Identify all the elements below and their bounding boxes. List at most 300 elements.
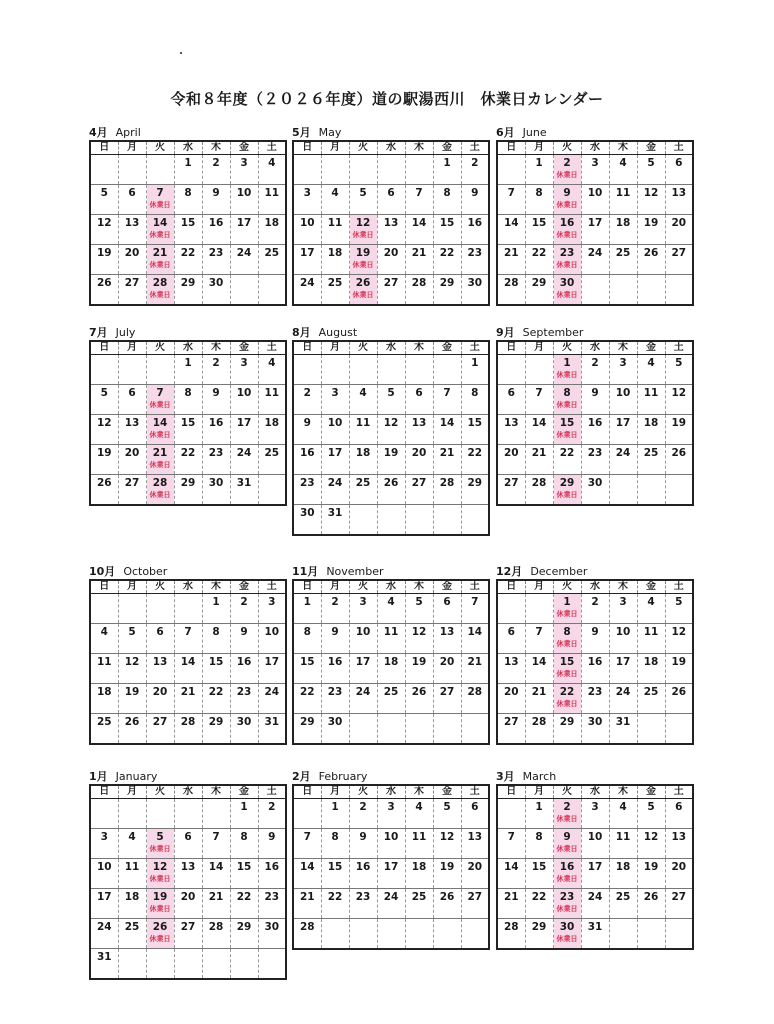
- week-row: [497, 594, 693, 624]
- month-label-en: February: [318, 770, 368, 783]
- day-cell: [174, 275, 202, 306]
- weekday-header: 火: [349, 785, 377, 799]
- weekday-header: 日: [497, 341, 525, 355]
- weekday-header: 水: [377, 341, 405, 355]
- day-cell: [146, 949, 174, 980]
- day-cell: [90, 859, 118, 889]
- month-label-en: May: [318, 126, 342, 139]
- day-number: 21: [152, 447, 168, 459]
- weekday-header: 木: [405, 341, 433, 355]
- day-cell: [637, 245, 665, 275]
- day-number: 10: [327, 417, 343, 429]
- day-number: 27: [411, 477, 427, 489]
- day-cell: [118, 445, 146, 475]
- day-cell: [230, 385, 258, 415]
- week-row: [90, 889, 286, 919]
- weekday-header: 日: [90, 580, 118, 594]
- day-cell: [174, 594, 202, 624]
- day-cell: [118, 654, 146, 684]
- day-cell: [258, 185, 286, 215]
- day-number: 1: [471, 357, 479, 369]
- day-number: 5: [156, 831, 164, 843]
- day-cell: [258, 215, 286, 245]
- day-cell: [349, 355, 377, 385]
- day-cell: [405, 654, 433, 684]
- day-number: 12: [671, 626, 687, 638]
- day-number: 28: [152, 277, 168, 289]
- day-cell: [581, 385, 609, 415]
- day-number: 1: [331, 801, 339, 813]
- day-number: 21: [531, 447, 547, 459]
- day-number: 19: [355, 247, 371, 259]
- day-number: 30: [208, 477, 224, 489]
- day-cell: [433, 415, 461, 445]
- day-cell: [609, 385, 637, 415]
- day-number: 7: [156, 187, 164, 199]
- month-label-jp: 1月: [89, 770, 108, 783]
- day-number: 23: [208, 247, 224, 259]
- month-label: [292, 126, 488, 140]
- day-cell: [609, 185, 637, 215]
- day-cell: [230, 799, 258, 829]
- day-number: 2: [563, 801, 571, 813]
- day-number: 3: [591, 157, 599, 169]
- day-cell: [321, 594, 349, 624]
- holiday-label: 休業日: [149, 261, 171, 269]
- day-number: 18: [643, 656, 659, 668]
- weekday-header: 月: [321, 341, 349, 355]
- day-cell-closed: [553, 475, 581, 506]
- weekday-header: 土: [461, 341, 489, 355]
- day-number: 16: [467, 217, 483, 229]
- day-cell: [497, 684, 525, 714]
- day-cell: [174, 829, 202, 859]
- day-number: 1: [303, 596, 311, 608]
- holiday-label: 休業日: [149, 935, 171, 943]
- month-label-en: March: [522, 770, 557, 783]
- day-number: 19: [152, 891, 168, 903]
- month-label-jp: 4月: [89, 126, 108, 139]
- day-cell: [377, 594, 405, 624]
- day-cell: [497, 919, 525, 950]
- day-cell: [230, 829, 258, 859]
- day-cell: [637, 385, 665, 415]
- day-cell: [349, 475, 377, 505]
- day-cell: [637, 684, 665, 714]
- day-number: 26: [671, 447, 687, 459]
- day-number: 25: [615, 891, 631, 903]
- day-cell: [90, 385, 118, 415]
- week-row: [497, 859, 693, 889]
- day-cell: [609, 155, 637, 185]
- day-number: 13: [671, 831, 687, 843]
- week-row: [90, 415, 286, 445]
- day-number: 24: [587, 891, 603, 903]
- day-number: 27: [503, 716, 519, 728]
- day-cell: [293, 445, 321, 475]
- day-number: 10: [615, 626, 631, 638]
- day-cell: [525, 215, 553, 245]
- holiday-label: 休業日: [556, 171, 578, 179]
- day-cell: [637, 594, 665, 624]
- weekday-header: 土: [258, 341, 286, 355]
- month-july: [89, 326, 285, 506]
- day-number: 18: [264, 217, 280, 229]
- day-number: 16: [587, 656, 603, 668]
- day-number: 22: [559, 686, 575, 698]
- day-cell: [405, 859, 433, 889]
- day-cell: [202, 385, 230, 415]
- day-cell: [405, 155, 433, 185]
- day-number: 2: [331, 596, 339, 608]
- month-label-jp: 3月: [496, 770, 515, 783]
- day-cell: [230, 654, 258, 684]
- weekday-header: 金: [230, 141, 258, 155]
- day-cell: [258, 919, 286, 949]
- weekday-header: 日: [497, 141, 525, 155]
- day-number: 29: [180, 277, 196, 289]
- day-number: 30: [559, 277, 575, 289]
- month-november: [292, 565, 488, 745]
- weekday-header: 木: [405, 580, 433, 594]
- day-number: 12: [152, 861, 168, 873]
- day-number: 24: [327, 477, 343, 489]
- month-march: [496, 770, 692, 950]
- day-cell: [321, 385, 349, 415]
- day-cell: [581, 215, 609, 245]
- month-label-jp: 8月: [292, 326, 311, 339]
- day-cell: [118, 245, 146, 275]
- day-cell: [609, 624, 637, 654]
- weekday-header: 木: [609, 141, 637, 155]
- day-number: 10: [299, 217, 315, 229]
- month-label-en: August: [318, 326, 358, 339]
- day-number: 11: [615, 831, 631, 843]
- day-number: 8: [443, 187, 451, 199]
- day-cell-closed: [553, 185, 581, 215]
- day-number: 17: [355, 656, 371, 668]
- week-row: [293, 714, 489, 745]
- day-cell-closed: [349, 215, 377, 245]
- day-number: 4: [647, 596, 655, 608]
- day-number: 8: [212, 626, 220, 638]
- month-label: [496, 565, 692, 579]
- day-cell: [461, 859, 489, 889]
- holiday-label: 休業日: [149, 291, 171, 299]
- day-cell: [146, 684, 174, 714]
- day-number: 14: [531, 656, 547, 668]
- day-number: 27: [180, 921, 196, 933]
- holiday-label: 休業日: [556, 935, 578, 943]
- day-cell: [174, 155, 202, 185]
- day-cell: [230, 919, 258, 949]
- day-cell: [405, 889, 433, 919]
- day-cell: [202, 859, 230, 889]
- day-cell: [581, 859, 609, 889]
- day-number: 24: [236, 447, 252, 459]
- day-number: 28: [152, 477, 168, 489]
- day-cell: [497, 245, 525, 275]
- day-number: 30: [236, 716, 252, 728]
- day-number: 3: [331, 387, 339, 399]
- day-number: 30: [264, 921, 280, 933]
- day-number: 30: [327, 716, 343, 728]
- day-cell: [433, 445, 461, 475]
- day-cell: [118, 799, 146, 829]
- day-number: 4: [331, 187, 339, 199]
- day-cell: [174, 684, 202, 714]
- day-cell: [202, 889, 230, 919]
- day-number: 15: [559, 656, 575, 668]
- day-number: 19: [383, 447, 399, 459]
- day-cell: [321, 684, 349, 714]
- day-cell: [321, 215, 349, 245]
- day-number: 20: [411, 447, 427, 459]
- weekday-header: 土: [665, 141, 693, 155]
- weekday-header: 土: [258, 580, 286, 594]
- day-cell: [461, 445, 489, 475]
- day-cell: [461, 714, 489, 745]
- day-number: 2: [563, 157, 571, 169]
- day-number: 14: [503, 861, 519, 873]
- day-number: 1: [443, 157, 451, 169]
- day-number: 14: [299, 861, 315, 873]
- day-number: 28: [411, 277, 427, 289]
- holiday-label: 休業日: [556, 905, 578, 913]
- day-cell: [258, 714, 286, 745]
- day-cell: [405, 215, 433, 245]
- day-number: 17: [615, 417, 631, 429]
- day-number: 25: [411, 891, 427, 903]
- day-number: 14: [503, 217, 519, 229]
- day-cell: [609, 799, 637, 829]
- day-cell-closed: [146, 385, 174, 415]
- day-cell: [665, 385, 693, 415]
- day-number: 10: [383, 831, 399, 843]
- week-row: [293, 275, 489, 306]
- weekday-header: 水: [174, 341, 202, 355]
- day-cell: [665, 275, 693, 306]
- month-label: [496, 126, 692, 140]
- day-cell: [377, 624, 405, 654]
- month-table: [292, 140, 490, 306]
- day-cell: [497, 185, 525, 215]
- week-row: [497, 799, 693, 829]
- day-cell: [433, 185, 461, 215]
- day-number: 13: [439, 626, 455, 638]
- day-number: 23: [559, 247, 575, 259]
- week-row: [293, 415, 489, 445]
- week-row: [90, 799, 286, 829]
- weekday-header: 土: [461, 580, 489, 594]
- day-cell: [118, 624, 146, 654]
- day-cell: [202, 215, 230, 245]
- day-number: 19: [439, 861, 455, 873]
- day-cell: [202, 355, 230, 385]
- day-cell: [405, 829, 433, 859]
- week-row: [293, 684, 489, 714]
- week-row: [293, 654, 489, 684]
- day-number: 26: [96, 477, 112, 489]
- day-number: 16: [327, 656, 343, 668]
- day-cell: [90, 245, 118, 275]
- day-cell: [609, 215, 637, 245]
- weekday-header: 金: [433, 141, 461, 155]
- day-cell: [497, 385, 525, 415]
- month-table: [496, 784, 694, 950]
- day-cell: [637, 714, 665, 745]
- day-cell: [433, 594, 461, 624]
- day-cell: [293, 385, 321, 415]
- day-number: 10: [587, 831, 603, 843]
- day-cell: [293, 654, 321, 684]
- day-number: 18: [643, 417, 659, 429]
- day-cell: [525, 245, 553, 275]
- day-cell: [258, 355, 286, 385]
- day-cell: [258, 624, 286, 654]
- day-number: 2: [471, 157, 479, 169]
- day-cell: [230, 155, 258, 185]
- day-cell: [349, 445, 377, 475]
- day-number: 6: [675, 801, 683, 813]
- day-number: 15: [299, 656, 315, 668]
- day-number: 1: [563, 596, 571, 608]
- day-number: 27: [671, 891, 687, 903]
- day-number: 9: [240, 626, 248, 638]
- day-number: 14: [152, 217, 168, 229]
- day-cell: [174, 215, 202, 245]
- day-cell: [321, 799, 349, 829]
- day-cell: [174, 245, 202, 275]
- day-cell: [433, 155, 461, 185]
- day-cell: [665, 684, 693, 714]
- month-label: [292, 326, 488, 340]
- day-number: 3: [240, 357, 248, 369]
- day-number: 7: [507, 187, 515, 199]
- day-number: 30: [587, 716, 603, 728]
- week-row: [293, 889, 489, 919]
- day-number: 22: [467, 447, 483, 459]
- day-number: 19: [124, 686, 140, 698]
- day-number: 12: [355, 217, 371, 229]
- day-number: 5: [647, 157, 655, 169]
- day-number: 31: [236, 477, 252, 489]
- day-cell: [609, 415, 637, 445]
- day-cell: [581, 185, 609, 215]
- day-number: 24: [615, 686, 631, 698]
- day-number: 9: [563, 831, 571, 843]
- day-cell: [174, 889, 202, 919]
- day-cell: [90, 799, 118, 829]
- holiday-label: 休業日: [556, 291, 578, 299]
- day-cell: [321, 245, 349, 275]
- day-cell: [581, 799, 609, 829]
- weekday-header: 月: [118, 580, 146, 594]
- day-number: 1: [212, 596, 220, 608]
- day-cell: [497, 654, 525, 684]
- day-number: 2: [212, 157, 220, 169]
- weekday-header: 水: [377, 141, 405, 155]
- day-number: 22: [180, 447, 196, 459]
- day-cell: [90, 654, 118, 684]
- month-september: [496, 326, 692, 506]
- weekday-header: 月: [118, 141, 146, 155]
- week-row: [90, 155, 286, 185]
- day-cell: [637, 654, 665, 684]
- week-row: [293, 799, 489, 829]
- day-number: 24: [264, 686, 280, 698]
- month-table: [496, 140, 694, 306]
- month-label: [89, 126, 285, 140]
- day-number: 15: [180, 417, 196, 429]
- week-row: [293, 505, 489, 536]
- day-cell: [174, 799, 202, 829]
- day-number: 29: [236, 921, 252, 933]
- day-number: 28: [531, 716, 547, 728]
- day-number: 7: [535, 387, 543, 399]
- day-number: 18: [383, 656, 399, 668]
- day-number: 3: [240, 157, 248, 169]
- day-number: 21: [531, 686, 547, 698]
- day-number: 27: [503, 477, 519, 489]
- day-number: 9: [268, 831, 276, 843]
- day-number: 30: [208, 277, 224, 289]
- day-cell: [525, 275, 553, 306]
- day-cell: [349, 799, 377, 829]
- day-cell: [90, 275, 118, 306]
- day-number: 9: [591, 626, 599, 638]
- day-cell: [174, 445, 202, 475]
- page-title: 令和８年度（２０２６年度）道の駅湯西川 休業日カレンダー: [170, 90, 604, 108]
- day-number: 5: [128, 626, 136, 638]
- month-label-en: January: [115, 770, 158, 783]
- month-label: [89, 565, 285, 579]
- day-number: 19: [643, 217, 659, 229]
- day-cell: [497, 155, 525, 185]
- day-number: 29: [559, 477, 575, 489]
- day-cell: [230, 185, 258, 215]
- weekday-header: 木: [202, 341, 230, 355]
- month-table: [89, 784, 287, 980]
- day-cell: [637, 859, 665, 889]
- day-number: 18: [327, 247, 343, 259]
- day-number: 6: [471, 801, 479, 813]
- day-number: 4: [415, 801, 423, 813]
- weekday-header: 月: [525, 580, 553, 594]
- week-row: [90, 245, 286, 275]
- day-cell: [118, 355, 146, 385]
- week-row: [90, 714, 286, 745]
- day-number: 11: [411, 831, 427, 843]
- day-number: 22: [299, 686, 315, 698]
- day-number: 27: [439, 686, 455, 698]
- day-cell: [118, 415, 146, 445]
- day-number: 5: [415, 596, 423, 608]
- weekday-header: 土: [461, 785, 489, 799]
- day-cell: [90, 445, 118, 475]
- month-january: [89, 770, 285, 980]
- day-cell: [321, 155, 349, 185]
- month-label-jp: 6月: [496, 126, 515, 139]
- day-cell: [433, 889, 461, 919]
- day-cell: [90, 355, 118, 385]
- day-number: 23: [467, 247, 483, 259]
- day-cell: [258, 155, 286, 185]
- day-cell: [293, 594, 321, 624]
- weekday-header: 水: [174, 141, 202, 155]
- week-row: [90, 949, 286, 980]
- day-number: 14: [208, 861, 224, 873]
